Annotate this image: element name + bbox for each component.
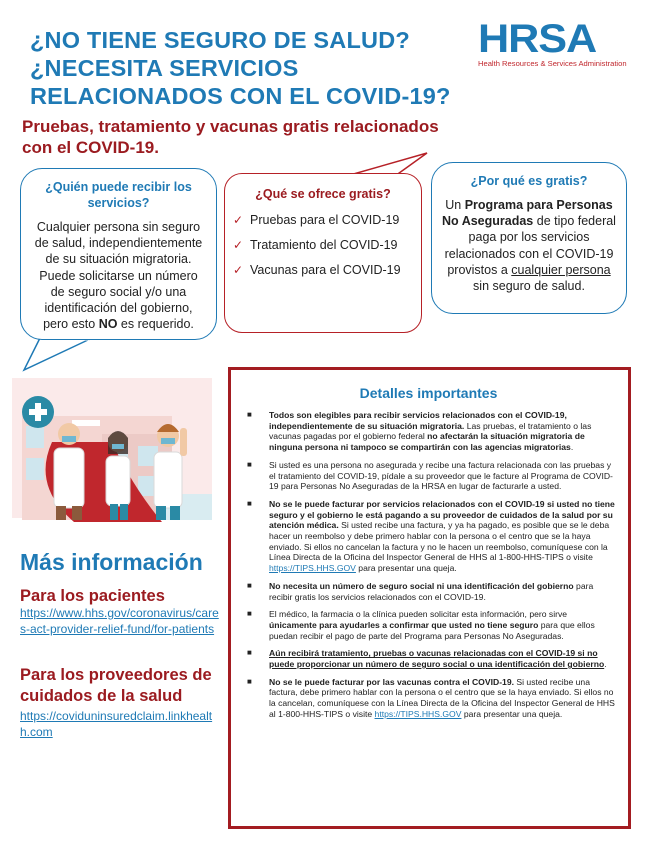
bullet-icon: ■ bbox=[247, 676, 252, 686]
detail-text-bold: No se le puede facturar por las vacunas contra el COVID-19. bbox=[269, 676, 515, 687]
medical-cross-icon bbox=[22, 396, 54, 428]
why-text-5: sin seguro de salud. bbox=[473, 279, 585, 294]
why-title: ¿Por qué es gratis? bbox=[470, 174, 588, 188]
doctors-illustration bbox=[12, 376, 215, 522]
more-info-title: Más información bbox=[20, 549, 203, 575]
who-bubble bbox=[20, 168, 217, 340]
title-line-1: ¿NO TIENE SEGURO DE SALUD? bbox=[30, 27, 410, 53]
offered-item bbox=[233, 262, 413, 278]
detail-text-bold: No necesita un número de seguro social ni una identificación del gobierno bbox=[269, 580, 574, 591]
offered-item-label: Pruebas para el COVID-19 bbox=[250, 213, 400, 227]
bullet-icon: ■ bbox=[247, 410, 252, 419]
detail-text: Si usted recibe una factura, y ya ha pagado, es posible que se le deba hacer un reembolso y debe primero hablar con la persona o el centro que se la haya enviado. Si ellos no cancelan la factura y no le hacen un reembolso, comuníquese con la Línea Directa de la Oficina del Inspector General de HHS al 1-800-HHS-TIPS o visite bbox=[269, 520, 610, 563]
detail-text-bold-underlined: Aún recibirá tratamiento, pruebas o vacunas relacionadas con el COVID-19 si no puede proporcionar un número de seguro social o una identificación del gobierno bbox=[269, 648, 605, 670]
detail-text: para presentar una queja. bbox=[355, 563, 457, 574]
tips-link[interactable]: https://TIPS.HHS.GOV bbox=[269, 563, 356, 574]
details-item bbox=[241, 581, 616, 602]
detail-text: Si usted recibe una factura, debe primero hablar con la persona o el centro que se la haya enviado. Si ellos no la cancelan, comuníquese con la Línea Directa de la Oficina del Inspector General de HHS al 1-800-HHS-TIPS o visite bbox=[269, 676, 615, 719]
offered-item bbox=[233, 237, 413, 253]
details-item bbox=[241, 648, 616, 669]
detail-text-bold: No se le puede facturar por servicios relacionados con el COVID-19 si usted no tiene seguro y el gobierno le está pagando a su proveedor de cuidados de la salud por su atención médica. bbox=[269, 498, 615, 531]
detail-text: . bbox=[570, 442, 574, 453]
detail-text-bold: no afectarán la situación migratoria de ninguna persona ni tampoco se compartirán con las agencias migratorias bbox=[269, 431, 585, 453]
bullet-icon: ■ bbox=[247, 498, 252, 508]
checkmark-icon: ✓ bbox=[233, 263, 244, 277]
why-text-anyone: cualquier persona bbox=[511, 262, 611, 277]
tips-link[interactable]: https://TIPS.HHS.GOV bbox=[374, 708, 462, 719]
who-text-end: es requerido. bbox=[117, 317, 194, 332]
details-item bbox=[241, 609, 616, 641]
why-text-3: de tipo federal paga por los servicios relacionados con el COVID-19 provistos a bbox=[444, 214, 616, 277]
hrsa-logo bbox=[478, 17, 628, 68]
offered-title: ¿Qué se ofrece gratis? bbox=[255, 187, 391, 201]
bullet-icon: ■ bbox=[247, 580, 252, 590]
bullet-icon: ■ bbox=[247, 459, 252, 469]
who-text bbox=[31, 219, 206, 332]
bubble-tail-who bbox=[24, 338, 90, 370]
details-item bbox=[241, 499, 616, 574]
offered-item bbox=[233, 212, 413, 228]
page-subtitle: Pruebas, tratamiento y vacunas gratis relacionados con el COVID-19. bbox=[22, 117, 439, 157]
bullet-icon: ■ bbox=[247, 648, 252, 658]
detail-text: para que ellos puedan recibir el pago de parte del Programa para Personas No Aseguradas. bbox=[269, 619, 595, 641]
patients-heading: Para los pacientes bbox=[20, 587, 165, 605]
offered-item-label: Tratamiento del COVID-19 bbox=[250, 238, 398, 252]
title-line-3: RELACIONADOS CON EL COVID-19? bbox=[30, 83, 451, 109]
detail-text-bold: Todos son elegibles para recibir servicios relacionados con el COVID-19, independientemente de su situación migratoria. bbox=[269, 410, 567, 431]
patients-link[interactable]: https://www.hhs.gov/coronavirus/cares-act-provider-relief-fund/for-patients bbox=[20, 606, 219, 636]
details-item bbox=[241, 677, 616, 720]
offered-bubble bbox=[224, 173, 422, 333]
detail-text: Las pruebas, el tratamiento o las vacunas pagadas por el gobierno federal bbox=[269, 420, 592, 442]
why-bubble bbox=[431, 162, 627, 314]
checkmark-icon: ✓ bbox=[233, 238, 244, 252]
who-title: ¿Quién puede recibir los servicios? bbox=[45, 180, 192, 210]
detail-text: Si usted es una persona no asegurada y recibe una factura relacionada con las pruebas y el tratamiento del COVID-19, pídale a su proveedor que le facture al Programa de COVID-19 para Personas No Aseguradas de la HRSA en lugar de facturarle a usted. bbox=[269, 459, 613, 492]
who-text-main: Cualquier persona sin seguro de salud, independientemente de su situación migratoria. Puede solicitarse un número de seguro social y/o una identificación del gobierno, pero esto bbox=[34, 220, 203, 332]
detail-text-bold: únicamente para ayudarles a confirmar que usted no tiene seguro bbox=[269, 619, 539, 630]
details-item bbox=[241, 460, 616, 492]
important-details-box bbox=[228, 367, 631, 829]
detail-text: El médico, la farmacia o la clínica pueden solicitar esta información, pero sirve bbox=[269, 609, 568, 620]
offered-item-label: Vacunas para el COVID-19 bbox=[250, 263, 401, 277]
important-details-title: Detalles importantes bbox=[359, 385, 498, 401]
bullet-icon: ■ bbox=[247, 609, 252, 619]
detail-text: para presentar una queja. bbox=[461, 708, 563, 719]
providers-heading: Para los proveedores de cuidados de la salud bbox=[20, 666, 212, 705]
providers-link[interactable]: https://coviduninsuredclaim.linkhealth.com bbox=[20, 709, 213, 739]
checkmark-icon: ✓ bbox=[233, 213, 244, 227]
details-item bbox=[241, 410, 616, 453]
detail-text: para recibir gratis los servicios relacionados con el COVID-19. bbox=[269, 580, 594, 602]
title-line-2: ¿NECESITA SERVICIOS bbox=[30, 55, 299, 81]
why-text bbox=[442, 197, 616, 294]
details-list bbox=[241, 410, 616, 720]
page-title bbox=[30, 26, 460, 110]
why-text-program: Programa para Personas No Aseguradas bbox=[442, 198, 613, 229]
who-text-no: NO bbox=[98, 317, 118, 332]
detail-text: . bbox=[604, 659, 607, 670]
hrsa-logo-text: HRSA bbox=[478, 17, 597, 61]
why-text-1: Un bbox=[445, 198, 465, 212]
hrsa-logo-subtext: Health Resources & Services Administration bbox=[478, 59, 627, 68]
